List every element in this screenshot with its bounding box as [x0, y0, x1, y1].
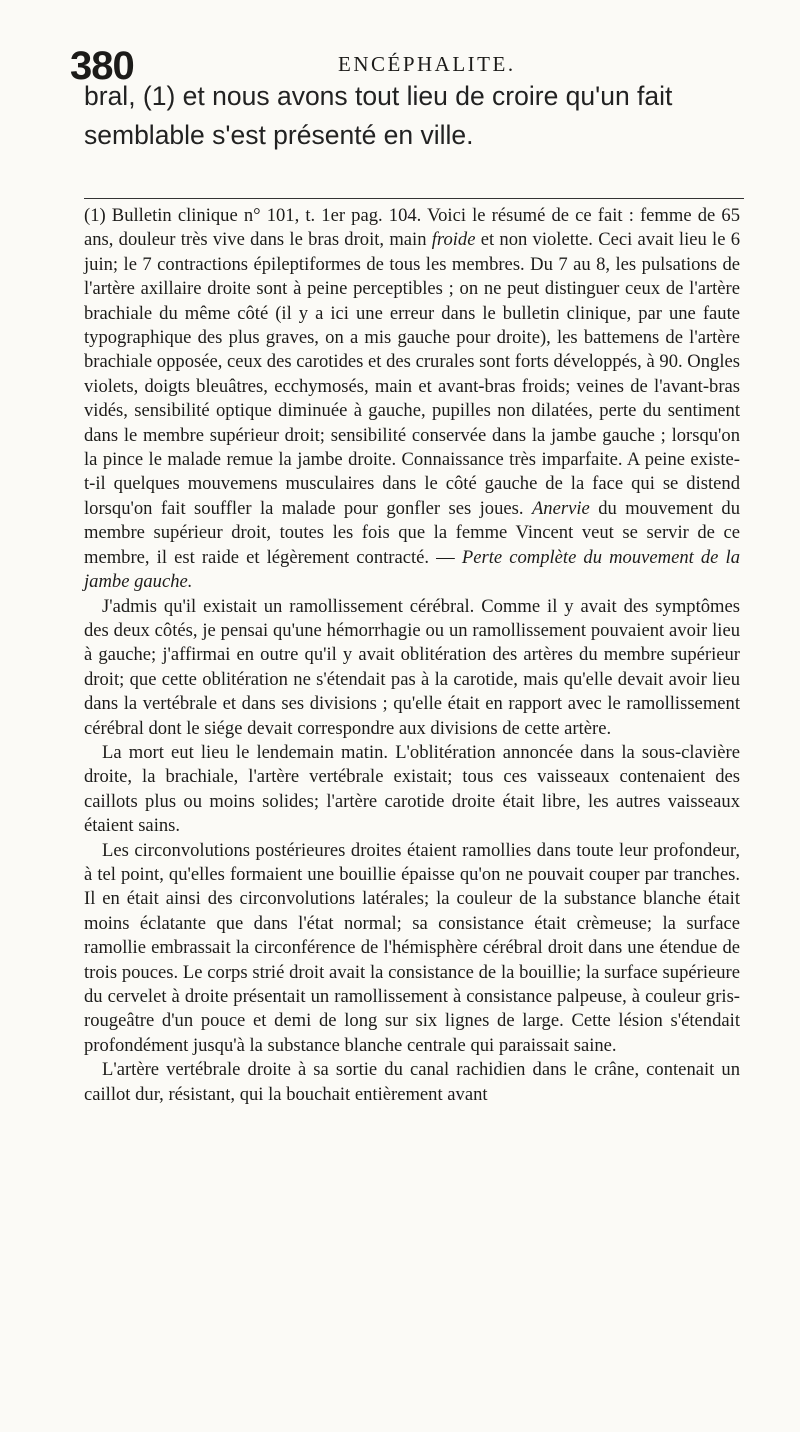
main-text: bral, (1) et nous avons tout lieu de croire qu'un fait semblable s'est présenté en ville.: [84, 81, 673, 150]
running-head: ENCÉPHALITE.: [338, 52, 516, 76]
footnote-paragraph: Les circonvolutions postérieures droites étaient ramollies dans toute leur profondeur, à tel point, qu'elles formaient une bouillie épaisse qu'on ne pouvait couper par tranches. Il en était ainsi des circonvolutions latérales; la couleur de la substance blanche était moins éclatante que dans l'état normal; sa consistance était crèmeuse; la surface ramollie embrassait la circonférence de l'hémisphère cérébral droit dans une étendue de trois pouces. Le corps strié droit avait la consistance de la bouillie; la surface supérieure du cervelet à droite présentait un ramollissement à consistance palpeuse, à couleur gris-rougeâtre d'un pouce et demi de long sur six lignes de large. Cette lésion s'étendait profondément jusqu'à la substance blanche centrale qui paraissait saine.: [84, 839, 740, 1056]
footnote-block: [84, 204, 740, 1107]
page-number: 380: [70, 44, 134, 88]
footnote-rule: [84, 198, 744, 199]
footnote-paragraph: J'admis qu'il existait un ramollissement cérébral. Comme il y avait des symptômes des deux côtés, je pensai qu'une hémorrhagie ou un ramollissement pouvaient avoir lieu à gauche; j'affirmai en outre qu'il y avait oblitération des artères du membre supérieur droit; que cette oblitération ne s'étendait pas à la carotide, mais qu'elle devait avoir lieu dans la vertébrale et dans ses divisions ; qu'elle était en rapport avec le ramollissement cérébral dont le siége devait correspondre aux divisions de cette artère.: [84, 595, 740, 739]
footnote-italic: froide: [431, 229, 476, 251]
footnote-italic: Perte complète du mouvement de la jambe gauche.: [84, 546, 740, 593]
footnote-text: du mouvement du membre supérieur droit, toutes les fois que la femme Vincent veut se servir de ce membre, il est raide et légèrement contracté. —: [84, 497, 741, 568]
footnote-italic: Anervie: [531, 497, 590, 519]
footnote-paragraph: L'artère vertébrale droite à sa sortie du canal rachidien dans le crâne, contenait un caillot dur, résistant, qui la bouchait entièrement avant: [84, 1059, 740, 1105]
footnote-text: et non violette. Ceci avait lieu le 6 juin; le 7 contractions épileptiformes de tous les membres. Du 7 au 8, les pulsations de l'artère axillaire droite sont à peine perceptibles ; on ne peut distinguer ceux de l'artère brachiale du même côté (il y a ici une erreur dans le bulletin clinique, par une faute typographique des plus graves, on a mis gauche pour droite), les battemens de l'artère brachiale opposée, ceux des carotides et des crurales sont forts développés, à 90. Ongles violets, doigts bleuâtres, ecchymosés, main et avant-bras froids; veines de l'avant-bras vidés, sensibilité optique diminuée à gauche, pupilles non dilatées, perte du sentiment dans le membre supérieur droit; sensibilité conservée dans la jambe gauche ; lorsqu'on la pince le malade remue la jambe droite. Connaissance très imparfaite. A peine existe-t-il quelques mouvemens musculaires dans le côté gauche de la face qui se distend lorsqu'on fait souffler la malade pour gonfler ses joues.: [84, 229, 740, 519]
footnote-paragraph: La mort eut lieu le lendemain matin. L'oblitération annoncée dans la sous-clavière droite, la brachiale, l'artère vertébrale existait; tous ces vaisseaux contenaient des caillots plus ou moins solides; l'artère carotide droite était libre, les autres vaisseaux étaient sains.: [84, 741, 740, 837]
page-header: [70, 30, 750, 88]
footnote-paragraph: [84, 204, 740, 595]
footnote-text: (1) Bulletin clinique n° 101, t. 1er pag. 104. Voici le résumé de ce fait : femme de 65 ans, douleur très vive dans le bras droit, main: [84, 205, 740, 251]
